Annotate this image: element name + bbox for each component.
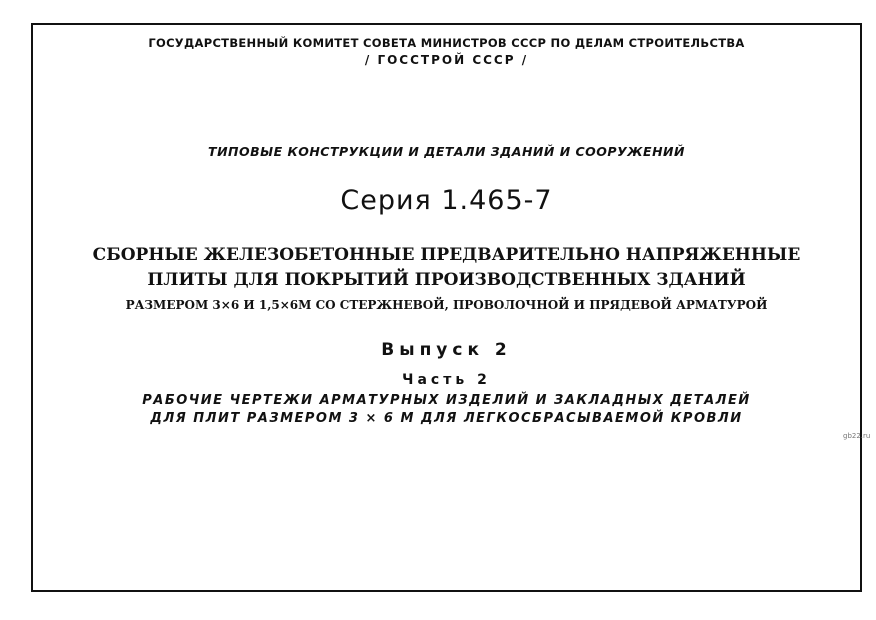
- issue-number: Выпуск 2: [381, 340, 512, 360]
- description-line-1: РАБОЧИЕ ЧЕРТЕЖИ АРМАТУРНЫХ ИЗДЕЛИЙ И ЗАКЛАДНЫХ ДЕТАЛЕЙ: [142, 393, 751, 408]
- organization-heading: ГОСУДАРСТВЕННЫЙ КОМИТЕТ СОВЕТА МИНИСТРОВ СССР ПО ДЕЛАМ СТРОИТЕЛЬСТВА: [148, 36, 745, 50]
- description-line-2: ДЛЯ ПЛИТ РАЗМЕРОМ 3 × 6 М ДЛЯ ЛЕГКОСБРАСЫВАЕМОЙ КРОВЛИ: [150, 411, 743, 426]
- organization-short: / ГОССТРОЙ СССР /: [364, 53, 529, 67]
- title-line-1: СБОРНЫЕ ЖЕЛЕЗОБЕТОННЫЕ ПРЕДВАРИТЕЛЬНО НАПРЯЖЕННЫЕ: [92, 245, 801, 265]
- watermark: gb22.ru: [843, 432, 871, 440]
- title-line-3: РАЗМЕРОМ 3×6 И 1,5×6М СО СТЕРЖНЕВОЙ, ПРОВОЛОЧНОЙ И ПРЯДЕВОЙ АРМАТУРОЙ: [125, 298, 768, 312]
- title-line-2: ПЛИТЫ ДЛЯ ПОКРЫТИЙ ПРОИЗВОДСТВЕННЫХ ЗДАНИЙ: [147, 270, 746, 290]
- part-number: Часть 2: [402, 372, 491, 388]
- series-number: Серия 1.465-7: [340, 185, 553, 216]
- category-heading: ТИПОВЫЕ КОНСТРУКЦИИ И ДЕТАЛИ ЗДАНИЙ И СООРУЖЕНИЙ: [208, 144, 685, 159]
